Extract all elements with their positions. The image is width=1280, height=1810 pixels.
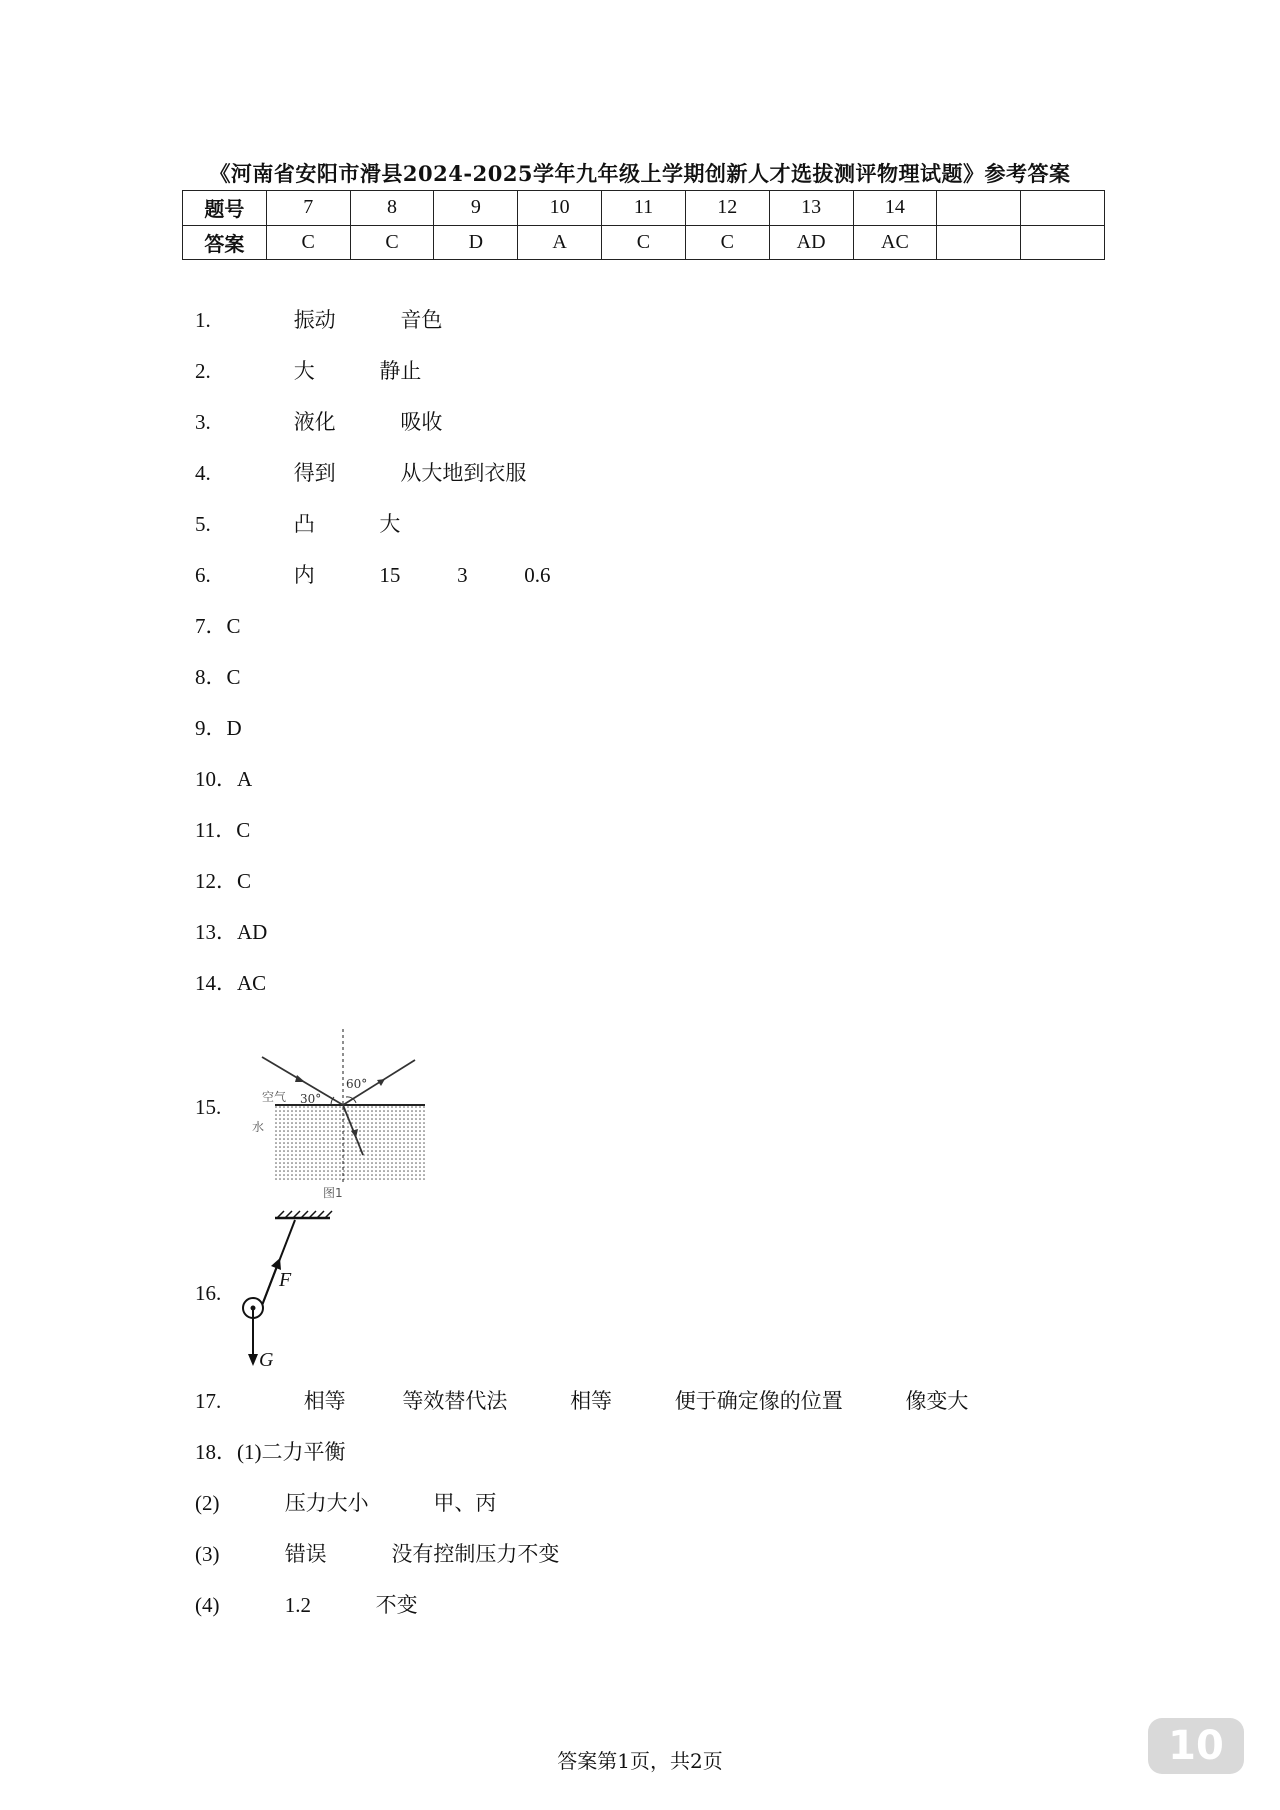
answer-value: 大 (293, 359, 315, 383)
table-cell (937, 191, 1021, 226)
answer-number: 2. (195, 359, 211, 383)
answer-number: (3) (195, 1542, 220, 1566)
answer-3 (195, 407, 442, 437)
answer-2 (195, 356, 421, 386)
answer-12 (195, 866, 251, 896)
answer-number: 9．D (195, 716, 242, 740)
force-g-arrowhead-icon (248, 1354, 258, 1366)
answer-table (182, 190, 1105, 260)
answer-5 (195, 509, 400, 539)
table-cell: C (602, 225, 686, 260)
ball-center-icon (251, 1306, 256, 1311)
answer-number: 14．AC (195, 971, 267, 995)
answer-value: 错误 (284, 1542, 327, 1566)
answer-18-1 (195, 1437, 346, 1467)
answer-number: 8．C (195, 665, 241, 689)
answer-value: 音色 (400, 308, 443, 332)
answer-number: 16. (195, 1281, 222, 1305)
table-cell: AD (769, 225, 853, 260)
answer-value: 内 (293, 563, 315, 587)
answer-value: 等效替代法 (402, 1389, 508, 1413)
answer-number: 5. (195, 512, 211, 536)
answer-number: 10．A (195, 767, 253, 791)
figure-caption: 图1 (323, 1186, 343, 1200)
table-cell: 8 (350, 191, 434, 226)
answer-value: 振动 (293, 308, 336, 332)
answer-8 (195, 662, 241, 692)
table-cell: D (434, 225, 518, 260)
answer-number: 3. (195, 410, 211, 434)
answer-15 (195, 1092, 221, 1122)
answer-number: 17. (195, 1389, 222, 1413)
table-cell (1021, 225, 1105, 260)
table-header-answer: 答案 (183, 225, 267, 260)
answer-number: 15. (195, 1095, 222, 1119)
table-cell: 14 (853, 191, 937, 226)
force-f-label: F (279, 1269, 292, 1291)
answer-value: 像变大 (905, 1389, 969, 1413)
table-cell: A (518, 225, 602, 260)
table-cell: 7 (266, 191, 350, 226)
answer-value: 1.2 (284, 1593, 311, 1617)
answer-number: 18．(1)二力平衡 (195, 1440, 346, 1464)
answer-value: 不变 (375, 1593, 418, 1617)
air-label: 空气 (262, 1090, 287, 1104)
page-number-badge: 10 (1148, 1718, 1244, 1774)
table-cell: 11 (602, 191, 686, 226)
answer-value: 没有控制压力不变 (391, 1542, 560, 1566)
table-cell: C (266, 225, 350, 260)
table-cell: 12 (685, 191, 769, 226)
table-cell: 9 (434, 191, 518, 226)
answer-4 (195, 458, 526, 488)
answer-17 (195, 1386, 968, 1416)
incident-arrow-icon (295, 1075, 305, 1082)
answer-1 (195, 305, 442, 335)
answer-number: 13．AD (195, 920, 268, 944)
table-cell: 10 (518, 191, 602, 226)
answer-value: 相等 (570, 1389, 613, 1413)
answer-16 (195, 1278, 221, 1308)
table-cell: AC (853, 225, 937, 260)
table-cell (937, 225, 1021, 260)
table-cell: 13 (769, 191, 853, 226)
force-f-arrow (261, 1266, 277, 1308)
page-footer: 答案第1页，共2页 (557, 1749, 723, 1773)
answer-18-3 (195, 1539, 559, 1569)
answer-number: 6. (195, 563, 211, 587)
answer-value: 0.6 (524, 563, 551, 587)
table-cell: C (350, 225, 434, 260)
answer-number: 7．C (195, 614, 241, 638)
page-title: 《河南省安阳市滑县2024-2025学年九年级上学期创新人才选拔测评物理试题》参考答案 (209, 161, 1071, 186)
answer-value: 从大地到衣服 (400, 461, 527, 485)
answer-value: 大 (379, 512, 401, 536)
table-row (183, 191, 1105, 226)
answer-number: (4) (195, 1593, 220, 1617)
answer-value: 压力大小 (284, 1491, 369, 1515)
angle-60-label: 60° (346, 1077, 368, 1091)
water-region (275, 1105, 425, 1180)
answer-11 (195, 815, 250, 845)
answer-number: 4. (195, 461, 211, 485)
answer-9 (195, 713, 242, 743)
answer-18-2 (195, 1488, 496, 1518)
answer-value: 便于确定像的位置 (674, 1389, 843, 1413)
answer-number: 12．C (195, 869, 252, 893)
answer-18-4 (195, 1590, 418, 1620)
answer-value: 液化 (293, 410, 336, 434)
answer-7 (195, 611, 241, 641)
force-diagram (235, 1208, 345, 1368)
answer-6 (195, 560, 551, 590)
answer-value: 相等 (303, 1389, 346, 1413)
answer-value: 吸收 (400, 410, 443, 434)
table-row (183, 225, 1105, 260)
answer-value: 3 (457, 563, 468, 587)
answer-value: 甲、丙 (433, 1491, 497, 1515)
table-cell (1021, 191, 1105, 226)
answer-number: (2) (195, 1491, 220, 1515)
water-label: 水 (252, 1120, 265, 1134)
answer-14 (195, 968, 266, 998)
force-g-label: G (259, 1349, 274, 1368)
answer-number: 1. (195, 308, 211, 332)
table-header-number: 题号 (183, 191, 267, 226)
answer-13 (195, 917, 267, 947)
refraction-figure (250, 1025, 430, 1200)
angle-30-label: 30° (300, 1092, 322, 1106)
answer-value: 15 (379, 563, 401, 587)
answer-value: 凸 (293, 512, 315, 536)
table-cell: C (685, 225, 769, 260)
answer-value: 得到 (293, 461, 336, 485)
answer-number: 11．C (195, 818, 251, 842)
answer-value: 静止 (379, 359, 422, 383)
answer-10 (195, 764, 252, 794)
